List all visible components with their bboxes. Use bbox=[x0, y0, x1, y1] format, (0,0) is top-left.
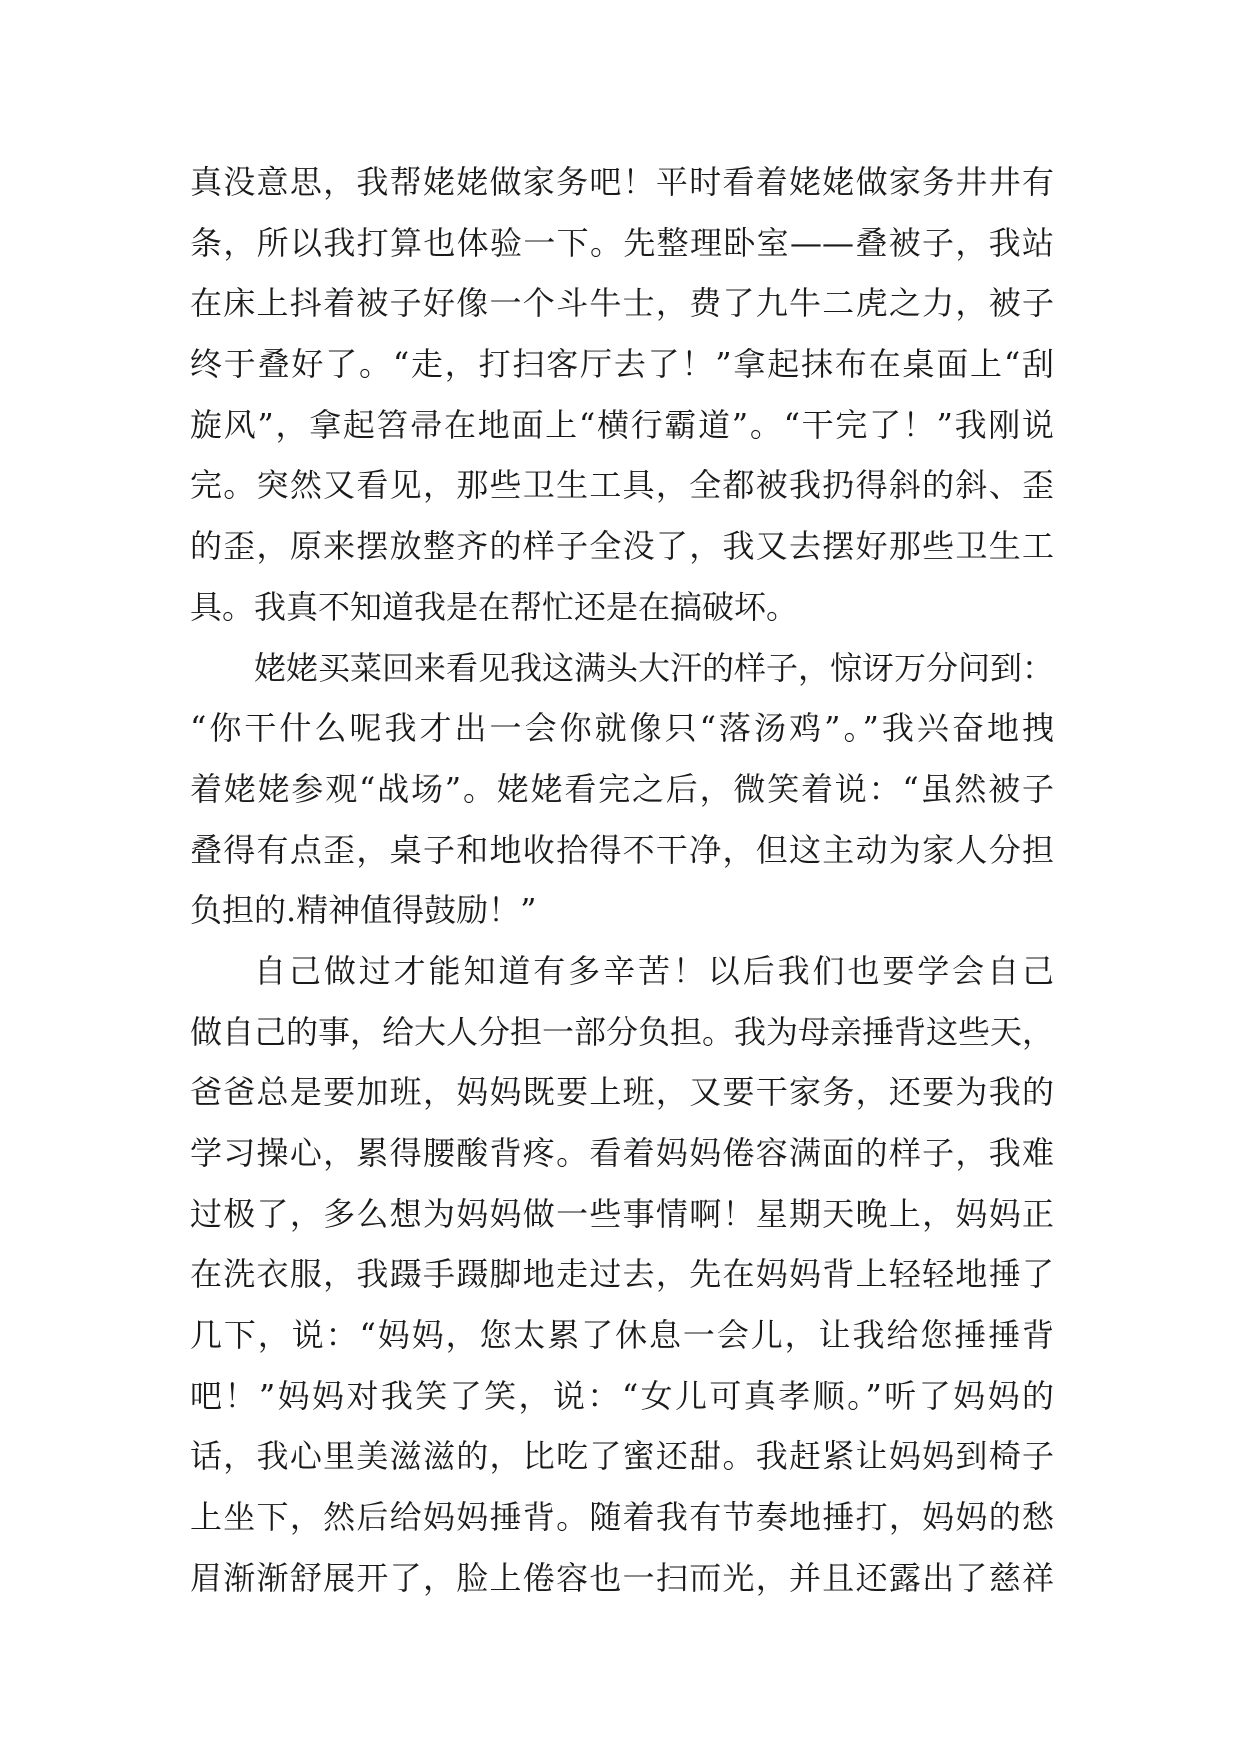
paragraph-1-line-3: 在床上抖着被子好像一个斗牛士，费了九牛二虎之力，被子 bbox=[190, 284, 1054, 323]
paragraph-2-line-4: 叠得有点歪，桌子和地收拾得不干净，但这主动为家人分担 bbox=[190, 830, 1054, 869]
document-body bbox=[190, 152, 1054, 1609]
paragraph-3-line-8: 吧！”妈妈对我笑了笑，说：“女儿可真孝顺。”听了妈妈的 bbox=[190, 1376, 1054, 1415]
paragraph-1-line-5: 旋风”，拿起笤帚在地面上“横行霸道”。“干完了！”我刚说 bbox=[190, 405, 1054, 444]
paragraph-3-line-5: 过极了，多么想为妈妈做一些事情啊！星期天晚上，妈妈正 bbox=[190, 1194, 1054, 1233]
paragraph-2-line-3: 着姥姥参观“战场”。姥姥看完之后，微笑着说：“虽然被子 bbox=[190, 769, 1054, 808]
paragraph-2-line-5: 负担的.精神值得鼓励！” bbox=[190, 891, 537, 930]
paragraph-1-line-8: 具。我真不知道我是在帮忙还是在搞破坏。 bbox=[190, 587, 799, 626]
paragraph-3-line-6: 在洗衣服，我蹑手蹑脚地走过去，先在妈妈背上轻轻地捶了 bbox=[190, 1255, 1054, 1294]
paragraph-2-line-1: 姥姥买菜回来看见我这满头大汗的样子，惊讶万分问到： bbox=[254, 648, 1055, 687]
paragraph-3-line-1: 自己做过才能知道有多辛苦！以后我们也要学会自己 bbox=[254, 951, 1054, 990]
paragraph-3-line-9: 话，我心里美滋滋的，比吃了蜜还甜。我赶紧让妈妈到椅子 bbox=[190, 1437, 1054, 1476]
paragraph-1-line-1: 真没意思，我帮姥姥做家务吧！平时看着姥姥做家务井井有 bbox=[190, 163, 1054, 201]
paragraph-1-line-7: 的歪，原来摆放整齐的样子全没了，我又去摆好那些卫生工 bbox=[190, 527, 1054, 566]
paragraph-1-line-6: 完。突然又看见，那些卫生工具，全都被我扔得斜的斜、歪 bbox=[190, 466, 1054, 505]
paragraph-1-line-4: 终于叠好了。“走，打扫客厅去了！”拿起抹布在桌面上“刮 bbox=[190, 345, 1054, 384]
paragraph-3-line-7: 几下，说：“妈妈，您太累了休息一会儿，让我给您捶捶背 bbox=[190, 1316, 1054, 1355]
paragraph-3-line-4: 学习操心，累得腰酸背疼。看着妈妈倦容满面的样子，我难 bbox=[190, 1134, 1054, 1172]
paragraph-3-line-10: 上坐下，然后给妈妈捶背。随着我有节奏地捶打，妈妈的愁 bbox=[190, 1498, 1054, 1537]
paragraph-2-line-2: “你干什么呢我才出一会你就像只“落汤鸡”。”我兴奋地拽 bbox=[190, 709, 1054, 748]
paragraph-3-line-3: 爸爸总是要加班，妈妈既要上班，又要干家务，还要为我的 bbox=[190, 1073, 1054, 1112]
paragraph-1-line-2: 条，所以我打算也体验一下。先整理卧室——叠被子，我站 bbox=[190, 223, 1054, 262]
paragraph-3-line-2: 做自己的事，给大人分担一部分负担。我为母亲捶背这些天， bbox=[190, 1012, 1055, 1051]
paragraph-3-line-11: 眉渐渐舒展开了，脸上倦容也一扫而光，并且还露出了慈祥 bbox=[190, 1558, 1054, 1597]
